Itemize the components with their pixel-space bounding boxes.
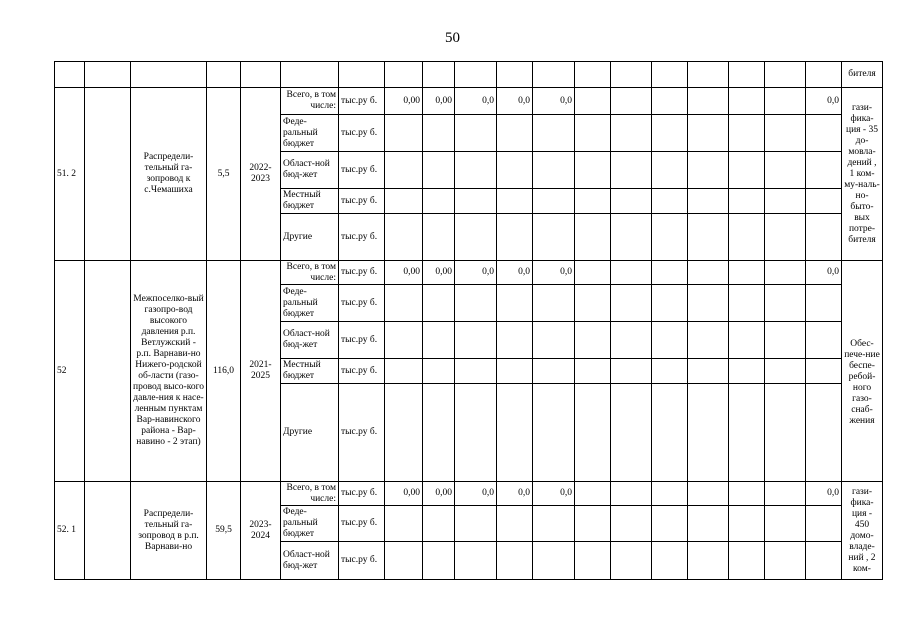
project-id: 52 xyxy=(55,261,85,482)
unit-cell: тыс.ру б. xyxy=(339,359,385,384)
row-label: Всего, в том числе: xyxy=(281,88,339,115)
value-cell: 0,00 xyxy=(385,482,423,506)
row-label: Другие xyxy=(281,384,339,482)
value-cell: 0,0 xyxy=(806,261,842,285)
unit-cell: тыс.ру б. xyxy=(339,384,385,482)
project-id: 51. 2 xyxy=(55,88,85,261)
row-label: Област-ной бюд-жет xyxy=(281,542,339,580)
project-years: 2021-2025 xyxy=(241,261,281,482)
row-label: Област-ной бюд-жет xyxy=(281,322,339,359)
table-row xyxy=(55,88,883,115)
project-id: 52. 1 xyxy=(55,482,85,580)
unit-cell: тыс.ру б. xyxy=(339,542,385,580)
row-label: Местный бюджет xyxy=(281,189,339,214)
value-cell: 0,0 xyxy=(455,88,497,115)
value-cell: 0,0 xyxy=(533,261,575,285)
value-cell: 0,0 xyxy=(533,482,575,506)
budget-table xyxy=(54,61,883,580)
unit-cell: тыс.ру б. xyxy=(339,506,385,542)
table-row xyxy=(55,62,883,88)
value-cell: 0,00 xyxy=(423,482,455,506)
value-cell: 0,0 xyxy=(533,88,575,115)
value-cell: 0,0 xyxy=(806,88,842,115)
project-length: 116,0 xyxy=(207,261,241,482)
page-number: 50 xyxy=(445,30,460,46)
row-label: Феде-ральный бюджет xyxy=(281,506,339,542)
unit-cell: тыс.ру б. xyxy=(339,115,385,152)
row-label: Всего, в том числе: xyxy=(281,261,339,285)
unit-cell: тыс.ру б. xyxy=(339,152,385,189)
project-length: 5,5 xyxy=(207,88,241,261)
value-cell: 0,00 xyxy=(385,88,423,115)
unit-cell: тыс.ру б. xyxy=(339,189,385,214)
project-length: 59,5 xyxy=(207,482,241,580)
value-cell: 0,0 xyxy=(455,261,497,285)
value-cell: 0,00 xyxy=(423,88,455,115)
unit-cell: тыс.ру б. xyxy=(339,482,385,506)
value-cell: 0,0 xyxy=(497,261,533,285)
value-cell: 0,0 xyxy=(806,482,842,506)
row-label: Всего, в том числе: xyxy=(281,482,339,506)
unit-cell: тыс.ру б. xyxy=(339,214,385,261)
purpose-cell: гази-фика-ция - 35 до-мовла-дений , 1 ком-му-наль-но-быто-вых потре-бителя xyxy=(842,88,883,261)
value-cell: 0,00 xyxy=(385,261,423,285)
project-years: 2022-2023 xyxy=(241,88,281,261)
value-cell: 0,00 xyxy=(423,261,455,285)
unit-cell: тыс.ру б. xyxy=(339,322,385,359)
purpose-cell: гази-фика-ция - 450 домо-владе-ний , 2 ком- xyxy=(842,482,883,580)
project-years: 2023-2024 xyxy=(241,482,281,580)
purpose-cell: Обес-пече-ние беспе-ребой-ного газо-снаб-жения xyxy=(842,285,883,482)
project-name: Межпоселко-вый газопро-вод высокого давления р.п. Ветлужский - р.п. Варнави-но Нижего-родской об-ласти (газо-провод высо-кого давле-ния к насе-ленным пунктам Вар-навинского района - Вар-навино - 2 этап) xyxy=(131,261,207,482)
value-cell: 0,0 xyxy=(455,482,497,506)
row-label: Феде-ральный бюджет xyxy=(281,115,339,152)
unit-cell: тыс.ру б. xyxy=(339,88,385,115)
value-cell: 0,0 xyxy=(497,482,533,506)
row-label: Област-ной бюд-жет xyxy=(281,152,339,189)
row-label: Другие xyxy=(281,214,339,261)
project-name: Распредели-тельный га-зопровод к с.Чемашиха xyxy=(131,88,207,261)
value-cell: 0,0 xyxy=(497,88,533,115)
purpose-cell: бителя xyxy=(842,62,883,88)
row-label: Феде-ральный бюджет xyxy=(281,285,339,322)
table-row xyxy=(55,261,883,285)
table-row xyxy=(55,482,883,506)
row-label: Местный бюджет xyxy=(281,359,339,384)
unit-cell: тыс.ру б. xyxy=(339,285,385,322)
project-name: Распредели-тельный га-зопровод в р.п. Варнави-но xyxy=(131,482,207,580)
unit-cell: тыс.ру б. xyxy=(339,261,385,285)
